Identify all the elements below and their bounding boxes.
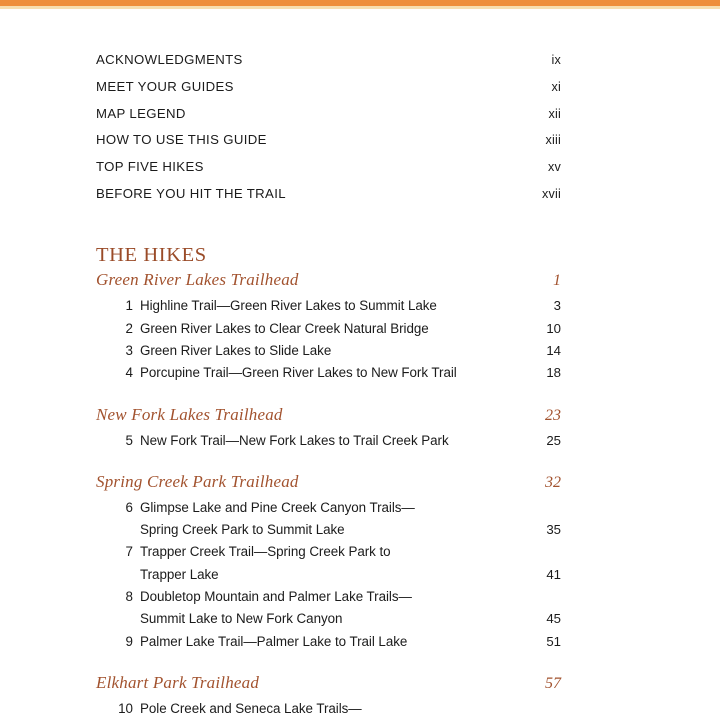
hike-title xyxy=(140,295,527,317)
front-matter-row[interactable] xyxy=(96,52,561,79)
hike-title-line-2: Summit Lake to New Fork Canyon xyxy=(140,611,343,627)
hike-number: 7 xyxy=(125,544,133,560)
trailhead-name: New Fork Lakes Trailhead xyxy=(96,404,283,424)
front-matter-label: HOW TO USE THIS GUIDE xyxy=(96,132,267,148)
hike-page-number: 14 xyxy=(546,343,561,358)
front-matter-page-number: xv xyxy=(548,160,561,175)
hike-number: 3 xyxy=(125,343,133,358)
hike-number: 8 xyxy=(125,589,133,605)
hike-title-line-1: Glimpse Lake and Pine Creek Canyon Trails— xyxy=(140,499,415,515)
hike-row[interactable] xyxy=(96,631,561,653)
hike-number: 10 xyxy=(118,700,133,716)
hike-list xyxy=(96,295,561,384)
front-matter-label: MEET YOUR GUIDES xyxy=(96,78,234,94)
front-matter-label: BEFORE YOU HIT THE TRAIL xyxy=(96,185,286,201)
hike-number: 1 xyxy=(125,298,133,314)
hike-title xyxy=(140,430,527,452)
front-matter-label: MAP LEGEND xyxy=(96,105,186,121)
front-matter-page-number: xi xyxy=(551,79,561,94)
trailhead-page-number: 32 xyxy=(545,473,561,491)
front-matter-page-number: ix xyxy=(551,53,561,67)
front-matter-page-number: xii xyxy=(548,106,561,121)
trailhead-section xyxy=(96,673,561,720)
trailhead-name: Green River Lakes Trailhead xyxy=(96,270,299,290)
front-matter-list xyxy=(96,52,561,213)
trailhead-heading-row[interactable] xyxy=(96,472,561,492)
hike-page-number: 3 xyxy=(553,298,561,314)
hike-row[interactable] xyxy=(96,362,561,384)
hike-list xyxy=(96,497,561,653)
hike-page-number: 25 xyxy=(546,432,561,448)
trailhead-sections xyxy=(96,270,561,720)
front-matter-page-number: xiii xyxy=(545,133,561,148)
front-matter-row[interactable] xyxy=(96,159,561,186)
hike-number: 2 xyxy=(125,320,133,336)
the-hikes-heading: THE HIKES xyxy=(96,243,207,266)
hike-title xyxy=(140,362,527,384)
hike-list xyxy=(96,430,561,452)
front-matter-label: ACKNOWLEDGMENTS xyxy=(96,52,243,67)
front-matter-row[interactable] xyxy=(96,106,561,133)
trailhead-page-number: 23 xyxy=(545,406,561,424)
hike-title-line-1: Green River Lakes to Clear Creek Natural Bridge xyxy=(140,320,429,336)
hike-title-line-1: New Fork Trail—New Fork Lakes to Trail Creek Park xyxy=(140,432,449,448)
front-matter-row[interactable] xyxy=(96,186,561,213)
hike-title-line-2: Spring Creek Park to Summit Lake xyxy=(140,522,345,538)
hike-row[interactable] xyxy=(96,318,561,340)
hike-title xyxy=(140,497,527,542)
table-of-contents-page xyxy=(0,9,720,720)
hike-title-line-1: Trapper Creek Trail—Spring Creek Park to xyxy=(140,544,391,560)
hike-row[interactable] xyxy=(96,295,561,317)
trailhead-name: Elkhart Park Trailhead xyxy=(96,672,260,692)
hike-title-line-1: Porcupine Trail—Green River Lakes to New Fork Trail xyxy=(140,365,457,381)
hike-list xyxy=(96,698,561,720)
hike-row[interactable] xyxy=(96,430,561,452)
hike-page-number: 35 xyxy=(546,522,561,538)
hike-number: 5 xyxy=(125,432,133,448)
hike-title-line-1: Doubletop Mountain and Palmer Lake Trails— xyxy=(140,589,412,605)
hike-row[interactable] xyxy=(96,586,561,631)
front-matter-page-number: xvii xyxy=(542,186,561,201)
trailhead-heading-row[interactable] xyxy=(96,270,561,290)
hike-number: 9 xyxy=(125,633,133,649)
hike-row[interactable] xyxy=(96,497,561,542)
toc-content xyxy=(96,52,561,720)
hike-page-number: 51 xyxy=(546,633,561,649)
hike-page-number: 45 xyxy=(546,611,561,627)
front-matter-row[interactable] xyxy=(96,132,561,159)
hike-title-line-2: Trapper Lake xyxy=(140,566,219,582)
hike-page-number: 41 xyxy=(546,566,561,582)
trailhead-section xyxy=(96,270,561,384)
hike-number: 4 xyxy=(125,365,133,381)
hike-title xyxy=(140,586,527,631)
trailhead-heading-row[interactable] xyxy=(96,405,561,425)
hike-title-line-1: Palmer Lake Trail—Palmer Lake to Trail Lake xyxy=(140,633,408,649)
hike-page-number: 10 xyxy=(546,320,561,336)
trailhead-page-number: 1 xyxy=(553,272,561,290)
hike-title-line-1: Green River Lakes to Slide Lake xyxy=(140,343,332,358)
hike-page-number: 18 xyxy=(546,365,561,381)
trailhead-section xyxy=(96,472,561,653)
hike-title-line-1: Pole Creek and Seneca Lake Trails— xyxy=(140,700,362,716)
hike-number: 6 xyxy=(125,499,133,515)
trailhead-page-number: 57 xyxy=(545,674,561,692)
hike-row[interactable] xyxy=(96,340,561,362)
hike-title xyxy=(140,698,527,720)
hike-row[interactable] xyxy=(96,541,561,586)
front-matter-label: TOP FIVE HIKES xyxy=(96,159,204,175)
trailhead-heading-row[interactable] xyxy=(96,673,561,693)
hike-row[interactable] xyxy=(96,698,561,720)
hike-title xyxy=(140,340,527,362)
hike-title xyxy=(140,541,527,586)
trailhead-section xyxy=(96,405,561,452)
hike-title-line-1: Highline Trail—Green River Lakes to Summit Lake xyxy=(140,298,437,314)
hike-title xyxy=(140,318,527,340)
hike-title xyxy=(140,631,527,653)
trailhead-name: Spring Creek Park Trailhead xyxy=(96,471,299,491)
front-matter-row[interactable] xyxy=(96,79,561,106)
